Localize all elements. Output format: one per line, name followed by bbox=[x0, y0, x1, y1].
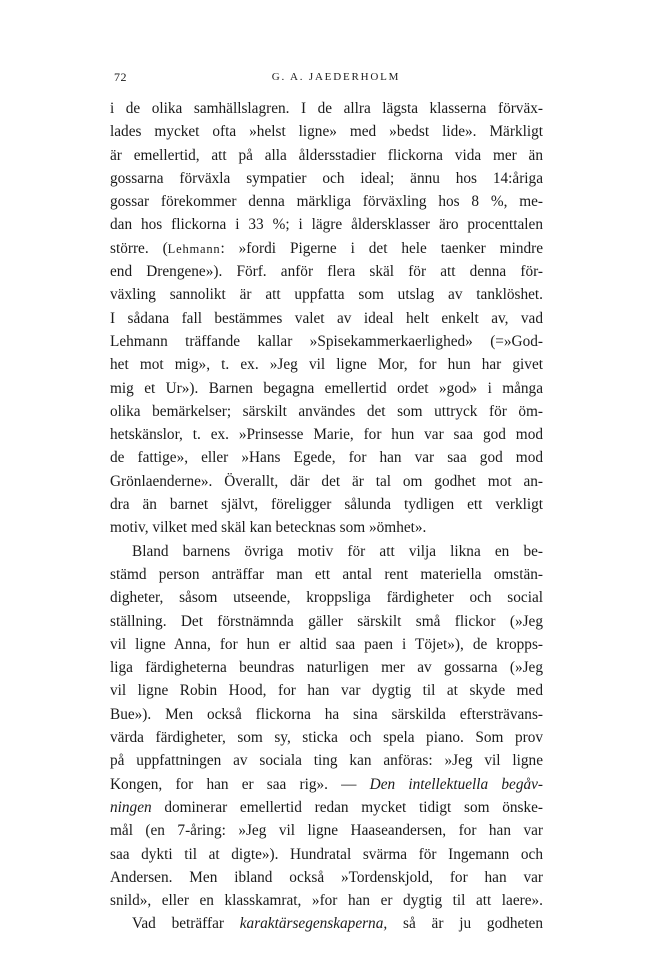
text-segment: I sådana fall bestämmes valet av ideal helt enkelt av, vad bbox=[110, 309, 543, 327]
text-line bbox=[110, 353, 543, 376]
text-line bbox=[110, 423, 543, 446]
text-segment: större. ( bbox=[110, 239, 168, 257]
text-segment: liga färdigheterna beundras naturligen mer av gossarna (»Jeg bbox=[110, 659, 543, 677]
text-segment: gossarna förväxla sympatier och ideal; ännu hos 14:åriga bbox=[110, 169, 543, 187]
italic-text: karaktärsegenskaperna, bbox=[239, 915, 388, 933]
text-segment: vil ligne Robin Hood, for han var dygtig til at skyde med bbox=[110, 682, 543, 700]
text-segment: dan hos flickorna i 33 %; i lägre åldersklasser äro procenttalen bbox=[110, 216, 543, 234]
text-segment: Grönlaenderne». Överallt, där det är tal om godhet mot an- bbox=[110, 472, 543, 490]
text-line bbox=[110, 307, 543, 330]
text-line bbox=[110, 586, 543, 609]
text-line bbox=[110, 213, 543, 236]
text-line bbox=[110, 563, 543, 586]
text-line bbox=[110, 703, 543, 726]
small-caps-text: Lehmann bbox=[167, 241, 221, 256]
text-segment: så är ju godheten bbox=[387, 915, 543, 933]
text-segment: digheter, såsom utseende, kroppsliga färdigheter och social bbox=[110, 589, 543, 607]
text-line bbox=[110, 866, 543, 889]
page-number: 72 bbox=[114, 70, 127, 84]
text-segment: Kongen, for han er saa rig». — bbox=[110, 775, 370, 793]
text-line bbox=[110, 843, 543, 866]
text-line bbox=[110, 167, 543, 190]
text-segment: snild», eller en klasskamrat, »for han er dygtig til att laere». bbox=[110, 892, 543, 910]
text-line bbox=[110, 97, 543, 120]
text-line bbox=[110, 889, 543, 912]
text-line bbox=[110, 912, 543, 935]
text-segment: olika bemärkelser; särskilt användes det som uttryck för öm- bbox=[110, 402, 543, 420]
italic-text: Den intellektuella begåv- bbox=[369, 775, 543, 793]
text-line bbox=[110, 120, 543, 143]
text-line bbox=[110, 516, 543, 539]
text-segment: lades mycket ofta »helst ligne» med »bedst lide». Märkligt bbox=[110, 123, 543, 141]
text-segment: saa dykti til at digte»). Hundratal svärma för Ingemann och bbox=[110, 845, 543, 863]
text-segment: mig et Ur»). Barnen begagna emellertid ordet »god» i många bbox=[110, 379, 543, 397]
text-line bbox=[110, 144, 543, 167]
text-line bbox=[110, 190, 543, 213]
text-segment: Bland barnens övriga motiv för att vilja likna en be- bbox=[132, 542, 543, 560]
text-line bbox=[110, 400, 543, 423]
text-segment: dominerar emellertid redan mycket tidigt som önske- bbox=[151, 798, 543, 816]
text-segment: end Drengene»). Förf. anför flera skäl för att denna för- bbox=[110, 263, 543, 281]
text-line bbox=[110, 679, 543, 702]
body-text bbox=[110, 97, 543, 936]
text-line bbox=[110, 283, 543, 306]
text-line bbox=[110, 656, 543, 679]
text-line bbox=[110, 819, 543, 842]
text-line bbox=[110, 633, 543, 656]
text-segment: i de olika samhällslagren. I de allra lägsta klasserna förväx- bbox=[110, 100, 543, 117]
running-head: G. A. JAEDERHOLM bbox=[271, 71, 401, 83]
text-segment: ställning. Det förstnämnda gäller särskilt små flickor (»Jeg bbox=[110, 612, 543, 630]
text-segment: Andersen. Men ibland också »Tordenskjold, for han var bbox=[110, 868, 543, 886]
text-segment: på uppfattningen av sociala ting kan anföras: »Jeg vil ligne bbox=[110, 752, 543, 770]
text-segment: är emellertid, att på alla åldersstadier flickorna vida mer än bbox=[110, 146, 543, 164]
text-line bbox=[110, 470, 543, 493]
text-line bbox=[110, 610, 543, 633]
text-segment: Lehmann träffande kallar »Spisekammerkaerlighed» (=»God- bbox=[110, 332, 543, 350]
text-segment: Bue»). Men också flickorna ha sina särskilda eftersträvans- bbox=[110, 705, 543, 723]
text-segment: stämd person anträffar man ett antal rent materiella omstän- bbox=[110, 565, 543, 583]
text-line bbox=[110, 493, 543, 516]
text-segment: motiv, vilket med skäl kan betecknas som »ömhet». bbox=[110, 519, 427, 537]
text-line bbox=[110, 540, 543, 563]
text-segment: : »fordi Pigerne i det hele taenker mindre bbox=[220, 239, 543, 257]
text-line bbox=[110, 260, 543, 283]
text-segment: växling sannolikt är att uppfatta som utslag av tanklöshet. bbox=[110, 286, 543, 304]
text-line bbox=[110, 749, 543, 772]
text-segment: dra än barnet självt, föreligger sålunda tydligen ett verkligt bbox=[110, 496, 543, 514]
text-segment: het mot mig», t. ex. »Jeg vil ligne Mor, for hun har givet bbox=[110, 356, 543, 374]
text-segment: gossar förekommer denna märkliga förväxling hos 8 %, me- bbox=[110, 193, 543, 211]
text-line bbox=[110, 377, 543, 400]
text-segment: vil ligne Anna, for hun er altid saa paen i Töjet»), de kropps- bbox=[110, 635, 543, 653]
text-line bbox=[110, 796, 543, 819]
italic-text: ningen bbox=[110, 798, 152, 816]
text-segment: värda färdigheter, som sy, sticka och spela piano. Som prov bbox=[110, 729, 543, 747]
text-line bbox=[110, 237, 543, 260]
text-segment: mål (en 7-åring: »Jeg vil ligne Haaseandersen, for han var bbox=[110, 822, 543, 840]
text-segment: de fattige», eller »Hans Egede, for han var saa god mod bbox=[110, 449, 543, 467]
text-line bbox=[110, 773, 543, 796]
text-line bbox=[110, 446, 543, 469]
text-line bbox=[110, 726, 543, 749]
text-segment: hetskänslor, t. ex. »Prinsesse Marie, for hun var saa god mod bbox=[110, 426, 543, 444]
text-line bbox=[110, 330, 543, 353]
text-segment: Vad beträffar bbox=[132, 915, 240, 933]
